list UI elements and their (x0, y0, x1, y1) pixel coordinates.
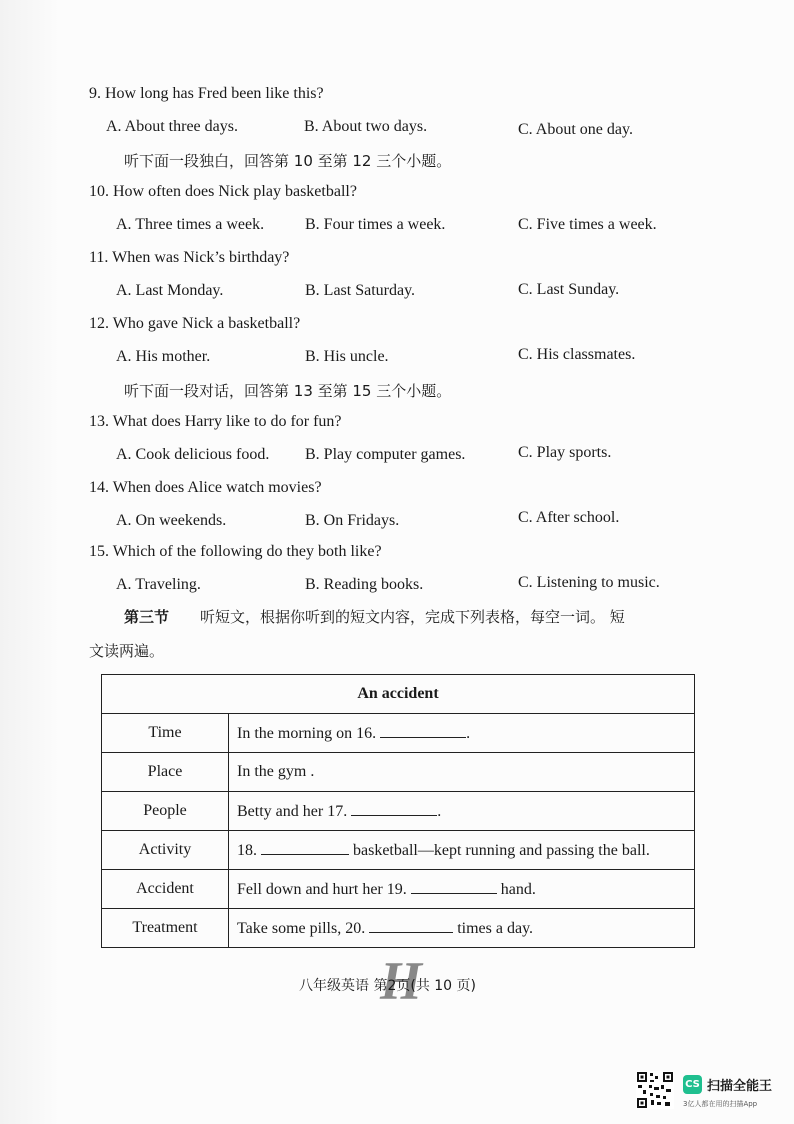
question-9-option-b: B. About two days. (304, 118, 428, 135)
instruction-monologue: 听下面一段独白，回答第 10 至第 12 三个小题。 (124, 152, 452, 170)
row-label: Accident (102, 870, 229, 909)
stamp-h: H (380, 951, 423, 1011)
scanner-app-subtitle: 3亿人都在用的扫描App (683, 1100, 758, 1108)
answer-blank-20[interactable] (369, 918, 453, 933)
row-content: In the morning on 16. . (229, 714, 695, 753)
question-10: 10. How often does Nick play basketball? (89, 183, 357, 200)
question-15-option-b: B. Reading books. (305, 576, 424, 593)
table-header-row (102, 675, 695, 714)
row-content: 18. basketball—kept running and passing the ball. (229, 831, 695, 870)
question-13-option-b: B. Play computer games. (305, 446, 466, 463)
instruction-dialogue: 听下面一段对话，回答第 13 至第 15 三个小题。 (124, 382, 452, 400)
table-title: An accident (102, 675, 695, 714)
section-3-instruction: 听短文，根据你听到的短文内容，完成下列表格，每空一词。 短 (200, 608, 625, 626)
row-content: Take some pills, 20. times a day. (229, 909, 695, 948)
accident-table (101, 674, 695, 948)
section-3-instruction-cont: 文读两遍。 (89, 642, 165, 660)
row-content: In the gym . (229, 753, 695, 792)
answer-blank-17[interactable] (351, 801, 437, 816)
table-row (102, 792, 695, 831)
table-row (102, 909, 695, 948)
camscanner-logo-icon: CS (683, 1075, 702, 1094)
question-12-option-a: A. His mother. (116, 348, 211, 365)
question-11-option-c: C. Last Sunday. (518, 281, 620, 298)
row-label: Activity (102, 831, 229, 870)
scanner-app-name: 扫描全能王 (707, 1079, 773, 1094)
row-label: Time (102, 714, 229, 753)
question-14-option-c: C. After school. (518, 509, 620, 526)
question-12: 12. Who gave Nick a basketball? (89, 315, 301, 332)
row-label: People (102, 792, 229, 831)
question-15: 15. Which of the following do they both like? (89, 543, 382, 560)
question-15-option-c: C. Listening to music. (518, 574, 660, 591)
question-13-option-c: C. Play sports. (518, 444, 612, 461)
question-11-option-a: A. Last Monday. (116, 282, 224, 299)
question-10-option-b: B. Four times a week. (305, 216, 446, 233)
table-row (102, 714, 695, 753)
qr-code-icon (636, 1071, 674, 1109)
question-11-option-b: B. Last Saturday. (305, 282, 416, 299)
table-row (102, 831, 695, 870)
question-14-option-a: A. On weekends. (116, 512, 227, 529)
section-3-title: 第三节 (124, 608, 170, 626)
question-12-option-b: B. His uncle. (305, 348, 389, 365)
question-12-option-c: C. His classmates. (518, 346, 636, 363)
row-content: Fell down and hurt her 19. hand. (229, 870, 695, 909)
question-13: 13. What does Harry like to do for fun? (89, 413, 342, 430)
question-9-option-c: C. About one day. (518, 121, 633, 138)
question-10-option-a: A. Three times a week. (116, 216, 265, 233)
answer-blank-19[interactable] (411, 879, 497, 894)
row-label: Place (102, 753, 229, 792)
question-11: 11. When was Nick’s birthday? (89, 249, 290, 266)
question-13-option-a: A. Cook delicious food. (116, 446, 270, 463)
question-14: 14. When does Alice watch movies? (89, 479, 322, 496)
page-footer: 八年级英语 第2页(共 10 页) (299, 978, 476, 994)
question-9: 9. How long has Fred been like this? (89, 85, 324, 102)
question-10-option-c: C. Five times a week. (518, 216, 657, 233)
question-15-option-a: A. Traveling. (116, 576, 201, 593)
table-row (102, 870, 695, 909)
table-row (102, 753, 695, 792)
row-label: Treatment (102, 909, 229, 948)
answer-blank-16[interactable] (380, 723, 466, 738)
question-14-option-b: B. On Fridays. (305, 512, 400, 529)
question-9-option-a: A. About three days. (106, 118, 238, 135)
row-content: Betty and her 17. . (229, 792, 695, 831)
page-shadow (0, 0, 60, 1124)
answer-blank-18[interactable] (261, 840, 349, 855)
